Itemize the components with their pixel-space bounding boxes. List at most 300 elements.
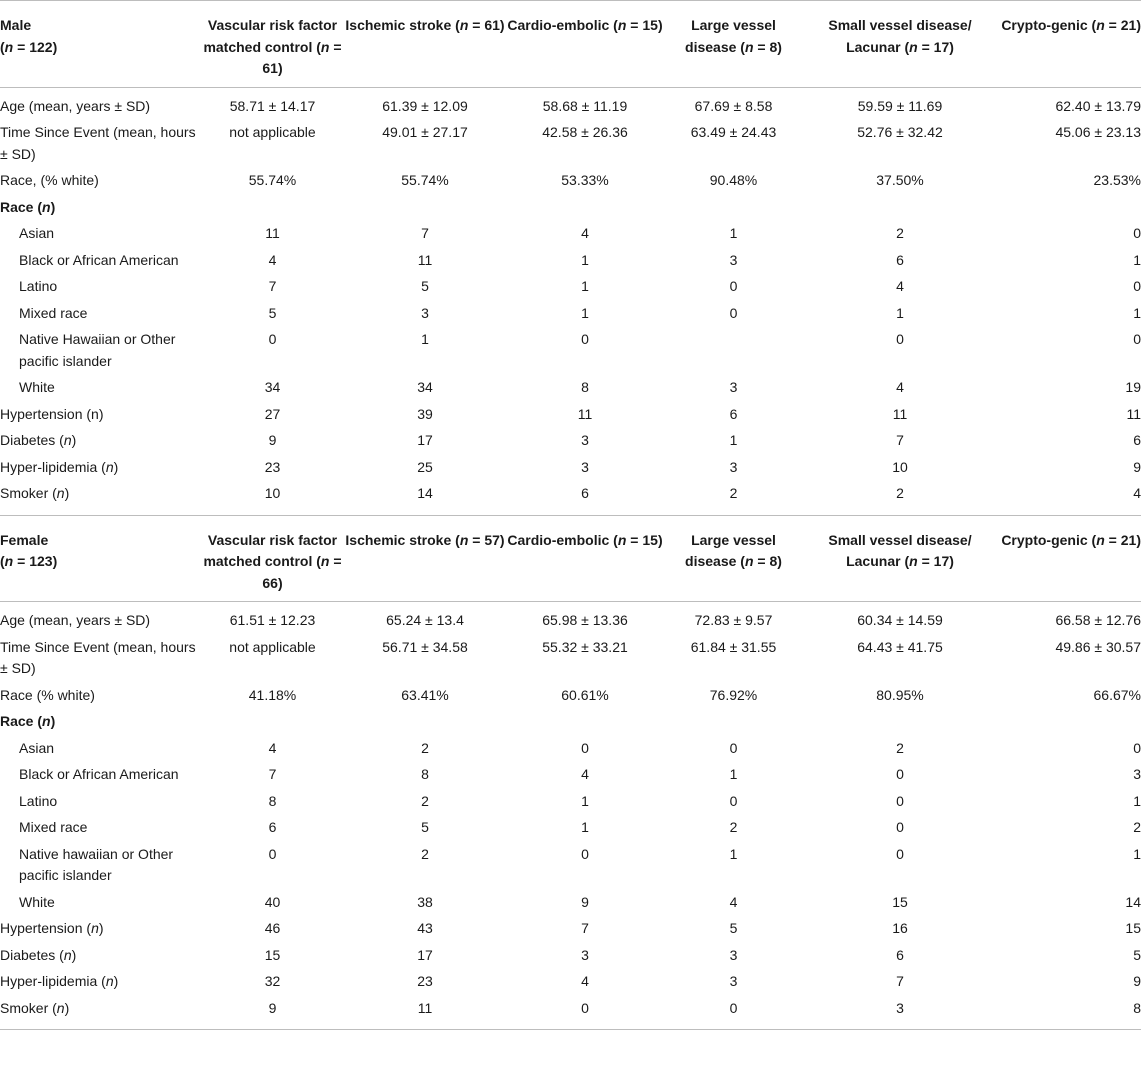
- table-cell: 0: [1133, 331, 1141, 347]
- table-cell: 61.51 ± 12.23: [229, 612, 316, 628]
- row-label-text: Race (% white): [0, 686, 95, 703]
- table-cell: 58.71 ± 14.17: [229, 97, 316, 114]
- table-cell: 67.69 ± 8.58: [694, 97, 773, 114]
- row-label-text: Race, (% white): [0, 172, 99, 188]
- row-label-text: Asian: [19, 225, 55, 241]
- n-symbol: n: [4, 38, 14, 55]
- row-label-unit: (n): [48, 485, 70, 501]
- n-symbol: n: [909, 553, 918, 569]
- column-n: 8: [769, 38, 778, 55]
- table-cell: [201, 711, 344, 738]
- table-cell: 15: [1125, 920, 1141, 936]
- table-cell: [344, 711, 506, 738]
- row-label: [0, 764, 201, 791]
- table-cell: 5: [421, 278, 429, 294]
- column-label: Large vessel disease: [685, 17, 776, 55]
- row-label-text: Latino: [19, 792, 58, 809]
- male-column-header: Large vessel disease (n = 8): [664, 1, 803, 88]
- table-cell: 65.24 ± 13.4: [386, 612, 464, 628]
- table-cell: [997, 711, 1141, 738]
- table-cell: 6: [268, 819, 277, 835]
- n-symbol: n: [744, 38, 754, 55]
- table-cell: [803, 711, 997, 738]
- female-column-header: Small vessel disease/ Lacunar (n = 17): [803, 515, 997, 602]
- male-group-n: 122: [29, 38, 53, 55]
- table-cell: 17: [417, 432, 433, 448]
- table-cell: 11: [1126, 405, 1141, 422]
- table-cell: 46: [264, 920, 281, 936]
- table-body: [0, 1, 1141, 1030]
- row-label: [0, 122, 201, 170]
- n-symbol: n: [1096, 531, 1105, 548]
- row-label: [0, 918, 201, 945]
- table-cell: 2: [421, 792, 429, 809]
- row-label: [0, 738, 201, 765]
- table-cell: 49.01 ± 27.17: [382, 124, 468, 140]
- n-symbol: n: [320, 553, 330, 569]
- table-cell: 27: [264, 405, 281, 422]
- column-label: Ischemic stroke: [345, 531, 452, 548]
- female-column-header: Vascular risk factor matched control (n = 66): [201, 515, 344, 602]
- table-cell: 10: [892, 458, 908, 475]
- row-label: [0, 791, 201, 818]
- row-label-unit: (n): [48, 999, 70, 1016]
- row-label-text: Age (mean, years ± SD): [0, 97, 151, 114]
- row-label-unit: (n): [33, 713, 56, 729]
- table-row: [0, 945, 1141, 972]
- row-label-text: Time Since Event (mean, hours ± SD): [0, 124, 196, 162]
- column-n: 66: [262, 574, 278, 591]
- table-row: [0, 170, 1141, 197]
- table-cell: 2: [896, 485, 904, 501]
- table-cell: 52.76 ± 32.42: [857, 124, 943, 140]
- row-label-text: Asian: [19, 739, 55, 756]
- table-cell: 34: [417, 379, 433, 395]
- female-column-header: Cardio-embolic (n = 15): [506, 515, 664, 602]
- table-cell: 3: [729, 973, 738, 989]
- table-cell: 0: [1133, 739, 1141, 756]
- table-row: [0, 764, 1141, 791]
- table-cell: 5: [421, 819, 429, 835]
- table-cell: 5: [1133, 946, 1141, 963]
- table-cell: 9: [1133, 973, 1141, 989]
- table-cell: [506, 711, 664, 738]
- column-n: 15: [642, 531, 658, 548]
- table-cell: 40: [264, 893, 281, 910]
- table-cell: 3: [421, 304, 429, 321]
- n-symbol: n: [744, 553, 754, 569]
- table-cell: 43: [417, 920, 433, 936]
- table-cell: 1: [421, 331, 429, 347]
- row-label: [0, 377, 201, 404]
- row-label-text: Race: [0, 198, 34, 215]
- table-cell: 3: [729, 251, 738, 268]
- female-group-header: Female (n = 123): [0, 515, 201, 602]
- table-cell: 32: [264, 973, 281, 989]
- table-cell: 1: [1133, 792, 1141, 809]
- row-label-text: Diabetes: [0, 432, 56, 448]
- table-cell: 63.41%: [401, 686, 449, 703]
- table-cell: 1: [581, 819, 589, 835]
- table-cell: 9: [268, 432, 277, 448]
- table-row: [0, 844, 1141, 892]
- row-label: [0, 971, 201, 998]
- table-row: [0, 430, 1141, 457]
- table-row: [0, 197, 1141, 224]
- table-cell: 3: [729, 379, 738, 395]
- table-cell: 0: [1133, 278, 1141, 294]
- table-cell: 59.59 ± 11.69: [857, 97, 943, 114]
- table-cell: 19: [1125, 379, 1141, 395]
- table-cell: 7: [896, 432, 904, 448]
- table-cell: 7: [268, 766, 277, 782]
- table-cell: 55.32 ± 33.21: [542, 638, 628, 655]
- table-cell: 45.06 ± 23.13: [1055, 124, 1141, 140]
- table-cell: 76.92%: [709, 686, 758, 703]
- table-cell: 0: [729, 304, 738, 321]
- table-cell: 5: [268, 304, 277, 321]
- row-label-text: Native Hawaiian or Other pacific islander: [19, 331, 176, 369]
- row-label-unit: (n): [97, 458, 119, 475]
- table-cell: 11: [417, 251, 433, 268]
- table-cell: 8: [997, 998, 1141, 1030]
- table-cell: 11: [577, 405, 593, 422]
- table-cell: 0: [896, 845, 904, 862]
- row-label-unit: (n): [97, 973, 119, 989]
- row-label-text: Black or African American: [19, 251, 179, 268]
- n-symbol: n: [320, 38, 330, 55]
- table-row: [0, 457, 1141, 484]
- female-group-n: 123: [29, 553, 53, 569]
- table-cell: 39: [417, 405, 433, 422]
- n-symbol: n: [56, 999, 65, 1016]
- row-label-text: Diabetes: [0, 946, 56, 963]
- table-cell: 0: [729, 739, 738, 756]
- row-label-text: White: [19, 379, 55, 395]
- table-cell: 64.43 ± 41.75: [857, 638, 943, 655]
- table-cell: 1: [729, 225, 738, 241]
- table-cell: 2: [729, 485, 738, 501]
- table-cell: 4: [896, 379, 904, 395]
- column-n: 21: [1120, 17, 1137, 33]
- table-cell: 0: [268, 845, 277, 862]
- table-cell: 3: [729, 458, 738, 475]
- table-cell: 2: [421, 739, 429, 756]
- male-column-header: Ischemic stroke (n = 61): [344, 1, 506, 88]
- row-label-unit: (n): [82, 920, 104, 936]
- table-cell: 15: [264, 946, 281, 963]
- female-column-header: Large vessel disease (n = 8): [664, 515, 803, 602]
- n-symbol: n: [105, 973, 114, 989]
- table-cell: 9: [581, 893, 589, 910]
- n-symbol: n: [617, 531, 627, 548]
- table-row: [0, 817, 1141, 844]
- table-cell: 1: [729, 766, 738, 782]
- table-cell: 1: [729, 432, 738, 448]
- n-symbol: n: [91, 920, 99, 936]
- row-label: [0, 223, 201, 250]
- row-label: [0, 250, 201, 277]
- table-row: [0, 303, 1141, 330]
- table-cell: 1: [581, 792, 589, 809]
- column-label: Cardio-embolic: [507, 531, 610, 548]
- table-cell: 2: [1133, 819, 1141, 835]
- table-cell: 10: [264, 485, 281, 501]
- male-header-row: [0, 1, 1141, 88]
- table-cell: 7: [581, 920, 589, 936]
- table-cell: 4: [729, 893, 738, 910]
- table-cell: 90.48%: [709, 172, 758, 188]
- row-label: [0, 329, 201, 377]
- table-cell: 66.58 ± 12.76: [1055, 612, 1141, 628]
- row-label: [0, 457, 201, 484]
- n-symbol: n: [617, 17, 627, 33]
- table-cell: 65.98 ± 13.36: [542, 612, 628, 628]
- row-label-text: Age (mean, years ± SD): [0, 612, 151, 628]
- table-row: [0, 404, 1141, 431]
- table-cell: 25: [417, 458, 433, 475]
- table-cell: 9: [201, 998, 344, 1030]
- table-cell: 0: [1133, 225, 1141, 241]
- table-cell: 1: [1133, 845, 1141, 862]
- row-label: [0, 998, 201, 1030]
- table-cell: 0: [896, 792, 904, 809]
- row-label-text: Native hawaiian or Other pacific islander: [19, 845, 174, 883]
- column-label: Ischemic stroke: [345, 17, 452, 33]
- row-label: [0, 892, 201, 919]
- table-row: [0, 329, 1141, 377]
- row-label: [0, 276, 201, 303]
- row-label-unit: (n): [33, 198, 56, 215]
- table-cell: 11: [892, 405, 908, 422]
- table-cell: not applicable: [229, 638, 316, 655]
- table-cell: 6: [896, 946, 904, 963]
- table-cell: 55.74%: [248, 172, 297, 188]
- row-label-text: Hypertension: [0, 920, 83, 936]
- table-cell: 4: [581, 973, 589, 989]
- table-cell: 61.39 ± 12.09: [382, 97, 468, 114]
- n-symbol: n: [42, 713, 51, 729]
- column-label: Vascular risk factor matched control: [203, 531, 338, 569]
- column-label: Large vessel disease: [685, 531, 776, 569]
- table-cell: 53.33%: [561, 172, 609, 188]
- column-n: 21: [1120, 531, 1137, 548]
- column-label: Vascular risk factor matched control: [203, 17, 338, 55]
- row-label-unit: (n): [55, 432, 77, 448]
- table-cell: [664, 197, 803, 224]
- table-cell: 0: [729, 278, 738, 294]
- row-label-text: Hypertension (n): [0, 405, 104, 422]
- n-symbol: n: [459, 17, 469, 33]
- table-cell: 14: [1125, 893, 1141, 910]
- table-cell: 1: [1133, 304, 1141, 321]
- table-cell: 2: [729, 819, 738, 835]
- table-cell: 5: [729, 920, 738, 936]
- table-cell: 0: [896, 331, 904, 347]
- table-row: [0, 483, 1141, 515]
- row-label-text: Time Since Event (mean, hours ± SD): [0, 638, 196, 676]
- table-cell: 42.58 ± 26.36: [542, 124, 628, 140]
- column-n: 57: [484, 531, 500, 548]
- table-cell: 4: [268, 251, 277, 268]
- table-row: [0, 791, 1141, 818]
- male-column-header: Crypto-genic (n = 21): [997, 1, 1141, 88]
- row-label-text: Smoker: [0, 485, 49, 501]
- n-symbol: n: [56, 485, 65, 501]
- n-symbol: n: [42, 198, 51, 215]
- table-cell: 6: [1133, 432, 1141, 448]
- table-cell: 0: [581, 739, 589, 756]
- table-cell: 0: [268, 331, 277, 347]
- table-cell: 2: [896, 739, 904, 756]
- table-cell: 3: [581, 458, 589, 475]
- table-row: [0, 602, 1141, 637]
- table-cell: 4: [1133, 485, 1141, 501]
- table-row: [0, 87, 1141, 122]
- row-label-text: White: [19, 893, 55, 910]
- table-row: [0, 377, 1141, 404]
- table-cell: 3: [729, 946, 738, 963]
- table-cell: 38: [417, 893, 433, 910]
- row-label: [0, 483, 201, 515]
- column-label: Small vessel disease/ Lacunar: [828, 531, 972, 569]
- male-column-header: Cardio-embolic (n = 15): [506, 1, 664, 88]
- column-n: 17: [933, 553, 950, 569]
- row-label-text: Mixed race: [19, 819, 88, 835]
- table-cell: 2: [896, 225, 904, 241]
- table-cell: 7: [421, 225, 429, 241]
- male-column-header: Vascular risk factor matched control (n = 61): [201, 1, 344, 88]
- table-cell: 56.71 ± 34.58: [382, 638, 468, 655]
- table-row: [0, 738, 1141, 765]
- table-cell: 4: [581, 225, 589, 241]
- table-cell: 80.95%: [876, 686, 924, 703]
- column-n: 61: [484, 17, 500, 33]
- n-symbol: n: [105, 458, 114, 475]
- column-label: Cardio-embolic: [507, 17, 610, 33]
- row-label: [0, 945, 201, 972]
- table-cell: 34: [264, 379, 281, 395]
- table-cell: 37.50%: [876, 172, 924, 188]
- table-cell: [997, 197, 1141, 224]
- table-cell: [506, 197, 664, 224]
- table-cell: 15: [892, 893, 908, 910]
- row-label: [0, 303, 201, 330]
- table-cell: 6: [896, 251, 904, 268]
- table-row: [0, 892, 1141, 919]
- table-cell: 72.83 ± 9.57: [694, 612, 773, 628]
- table-cell: 23: [417, 973, 433, 989]
- table-cell: [664, 329, 803, 377]
- female-column-header: Ischemic stroke (n = 57): [344, 515, 506, 602]
- table-cell: 0: [581, 331, 589, 347]
- male-group-label: Male: [0, 17, 32, 33]
- table-cell: 1: [1133, 251, 1141, 268]
- table-cell: 49.86 ± 30.57: [1055, 638, 1141, 655]
- table-row: [0, 685, 1141, 712]
- table-cell: 0: [506, 998, 664, 1030]
- row-label: [0, 844, 201, 892]
- column-label: Crypto-genic: [1001, 17, 1088, 33]
- table-cell: 3: [581, 432, 589, 448]
- table-cell: 11: [344, 998, 506, 1030]
- table-cell: [664, 711, 803, 738]
- column-n: 61: [262, 60, 278, 76]
- row-label: [0, 817, 201, 844]
- table-cell: 0: [896, 819, 904, 835]
- table-cell: 2: [421, 845, 429, 862]
- n-symbol: n: [63, 432, 72, 448]
- table-cell: 6: [581, 485, 589, 501]
- table-row: [0, 711, 1141, 738]
- row-label: [0, 602, 201, 637]
- row-label-text: Smoker: [0, 999, 49, 1016]
- table-cell: 4: [268, 739, 277, 756]
- column-n: 17: [933, 38, 950, 55]
- table-cell: 1: [581, 304, 589, 321]
- female-header-row: [0, 515, 1141, 602]
- table-cell: 58.68 ± 11.19: [542, 97, 628, 114]
- table-cell: 7: [896, 973, 904, 989]
- table-cell: 0: [896, 766, 904, 782]
- row-label-text: Mixed race: [19, 304, 88, 321]
- table-row: [0, 122, 1141, 170]
- row-label: [0, 711, 201, 738]
- table-cell: [201, 197, 344, 224]
- table-cell: 3: [581, 946, 589, 963]
- table-cell: 6: [729, 405, 738, 422]
- male-column-header: Small vessel disease/ Lacunar (n = 17): [803, 1, 997, 88]
- table-cell: 0: [729, 792, 738, 809]
- column-n: 8: [769, 553, 778, 569]
- table-cell: 8: [581, 379, 589, 395]
- n-symbol: n: [909, 38, 918, 55]
- table-cell: 4: [896, 278, 904, 294]
- table-cell: 23: [264, 458, 281, 475]
- n-symbol: n: [459, 531, 469, 548]
- table-cell: 17: [417, 946, 433, 963]
- table-cell: 23.53%: [1093, 172, 1141, 188]
- table-cell: 0: [581, 845, 589, 862]
- female-group-label: Female: [0, 531, 49, 548]
- row-label: [0, 87, 201, 122]
- table-cell: [344, 197, 506, 224]
- male-group-header: Male (n = 122): [0, 1, 201, 88]
- row-label-text: Latino: [19, 278, 58, 294]
- row-label-text: Black or African American: [19, 766, 179, 782]
- column-label: Small vessel disease/ Lacunar: [828, 17, 972, 55]
- table-cell: 63.49 ± 24.43: [690, 124, 777, 140]
- table-cell: 3: [803, 998, 997, 1030]
- table-cell: 8: [421, 766, 429, 782]
- table-cell: 0: [664, 998, 803, 1030]
- row-label: [0, 430, 201, 457]
- n-symbol: n: [1096, 17, 1105, 33]
- row-label-text: Race: [0, 713, 34, 729]
- n-symbol: n: [4, 553, 14, 569]
- table-cell: 4: [581, 766, 589, 782]
- table-row: [0, 971, 1141, 998]
- table-row: [0, 918, 1141, 945]
- table-cell: 16: [892, 920, 908, 936]
- table-cell: [803, 197, 997, 224]
- table-row: [0, 276, 1141, 303]
- table-cell: 1: [896, 304, 904, 321]
- table-row: [0, 223, 1141, 250]
- row-label: [0, 404, 201, 431]
- table-cell: 60.61%: [561, 686, 609, 703]
- row-label-text: Hyper-lipidemia: [0, 973, 98, 989]
